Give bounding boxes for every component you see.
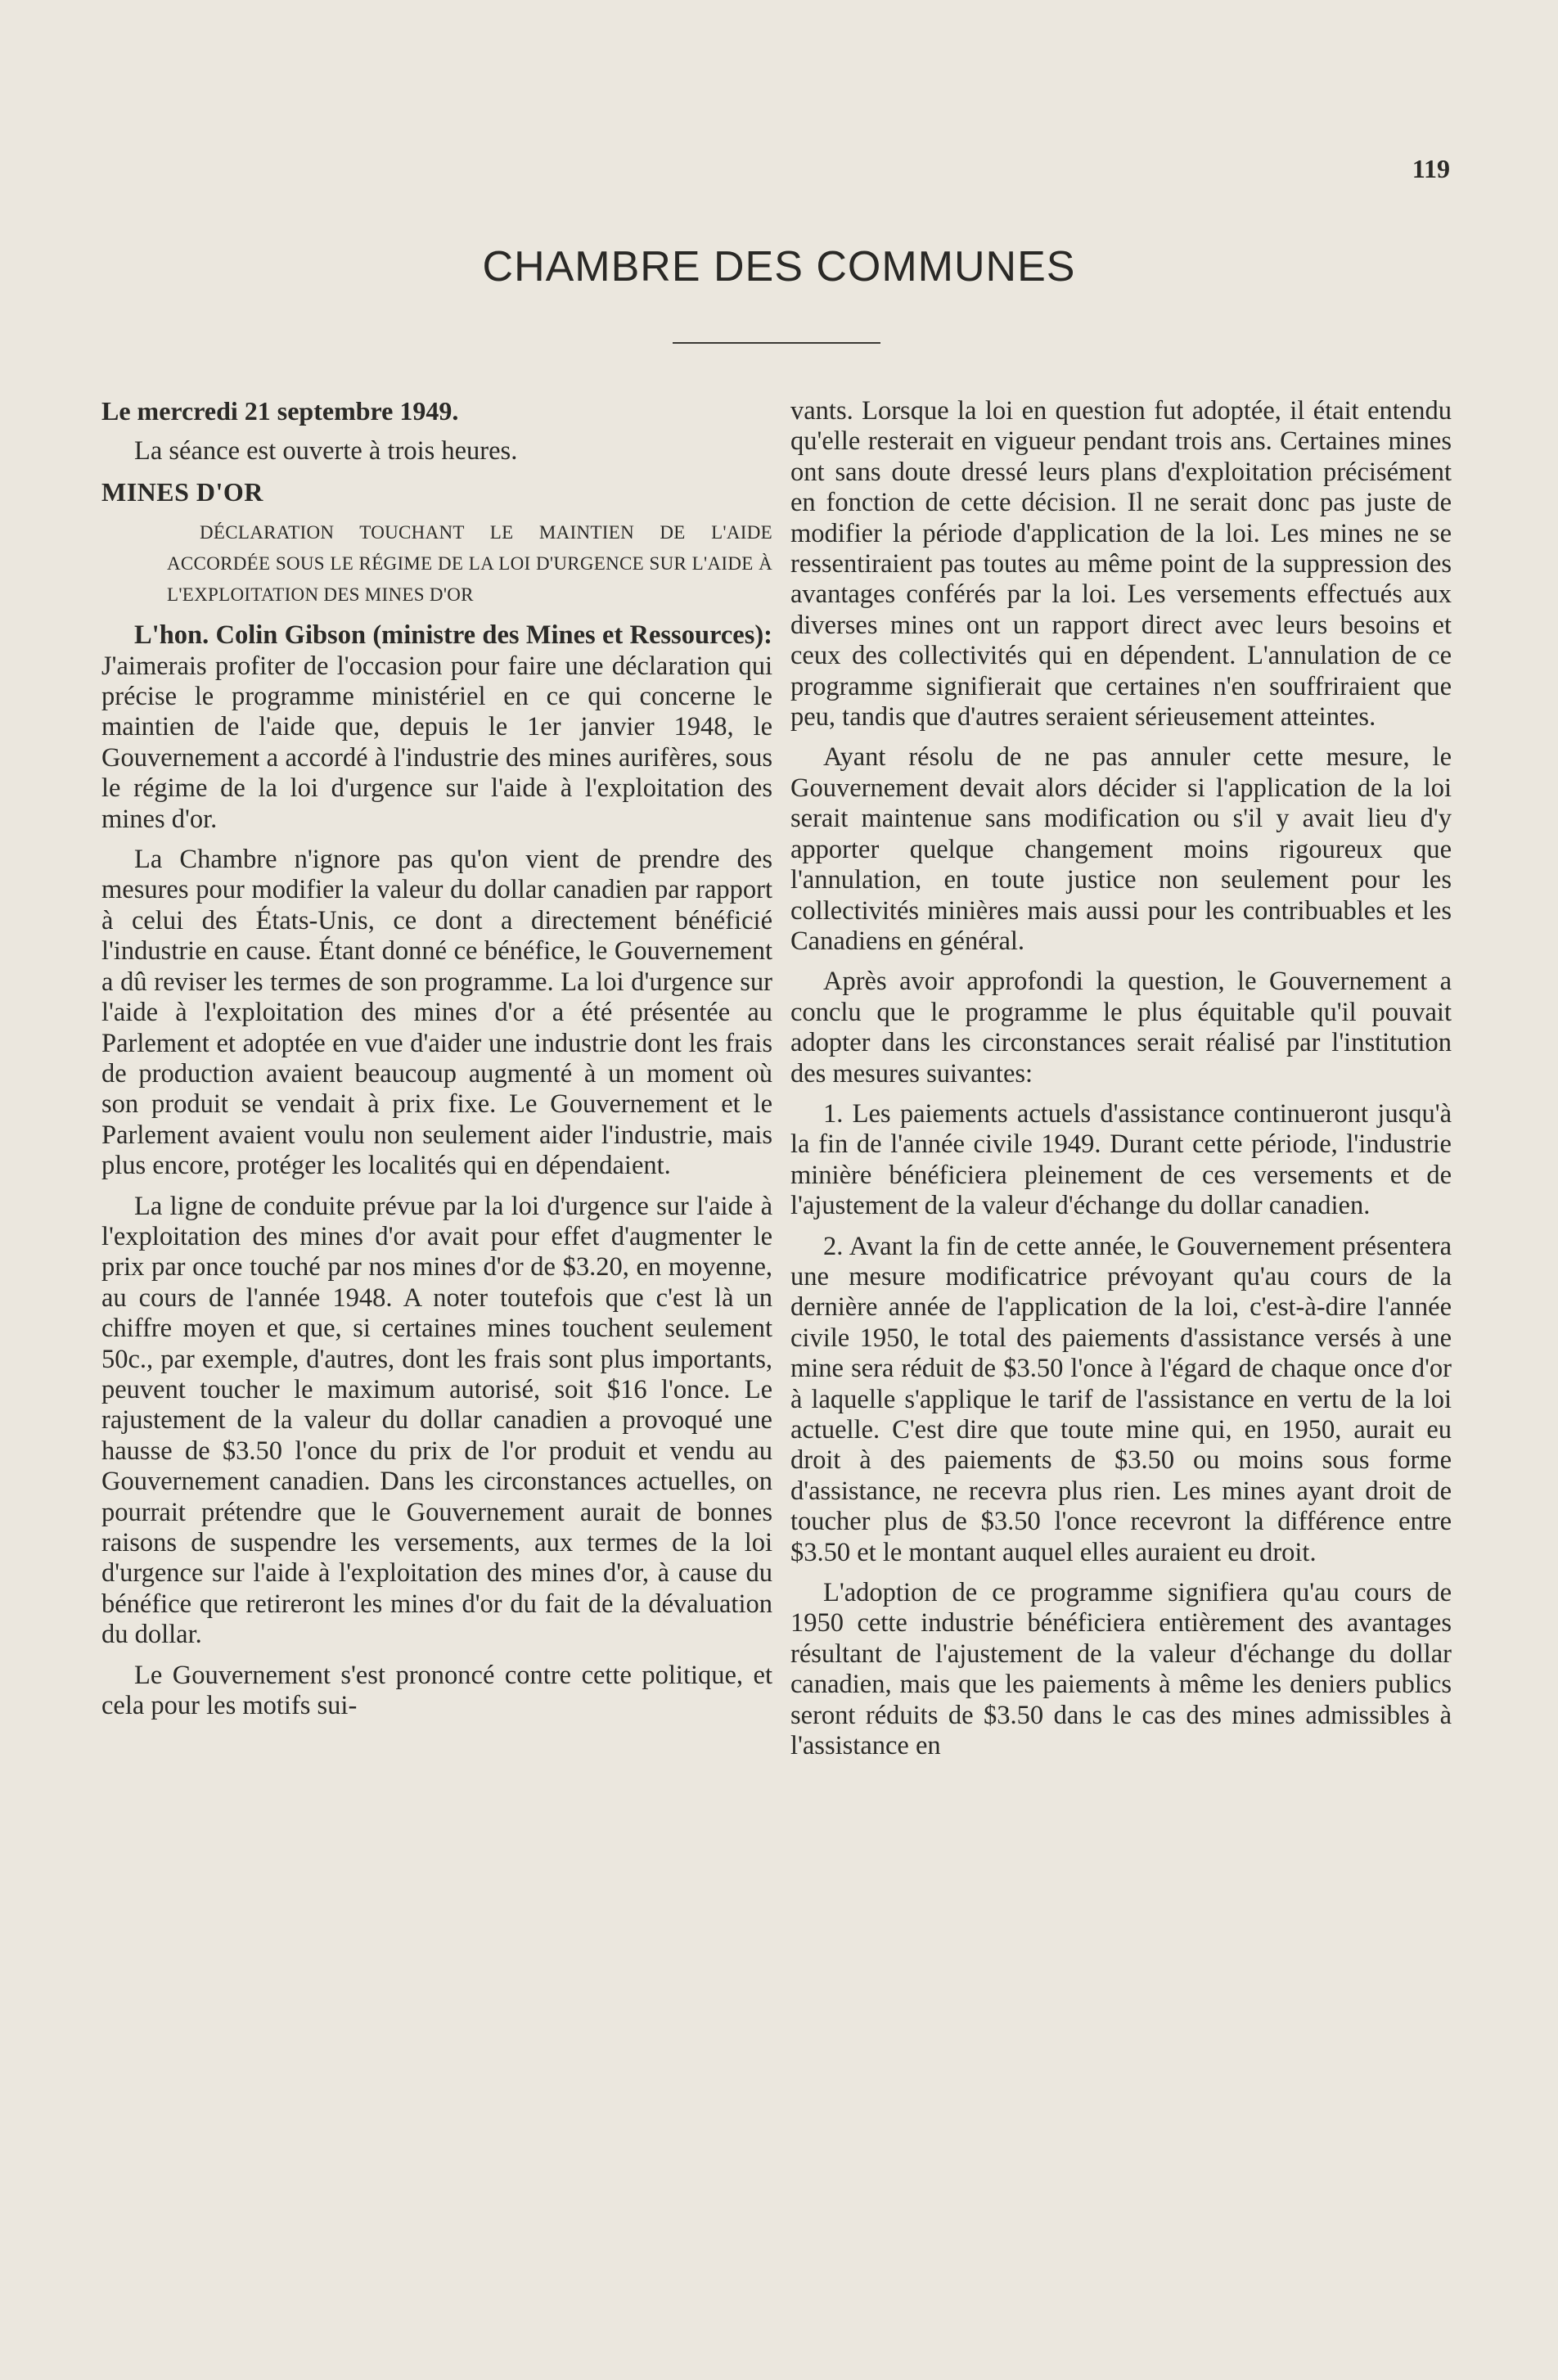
paragraph: Après avoir approfondi la question, le Gouvernement a conclu que le programme le plus équitable qu'il pouvait adopter dans les circonstances serait réalisé par l'institution des mesures suivantes: (790, 967, 1452, 1089)
paragraph: 2. Avant la fin de cette année, le Gouvernement présentera une mesure modificatrice prévoyant qu'au cours de la dernière année de l'application de la loi, c'est-à-dire l'année civile 1950, le total des paiements d'assistance versés à une mine sera réduit de $3.50 l'once à l'égard de chaque once d'or à laquelle s'applique le tarif de l'assistance en vertu de la loi actuelle. C'est dire que toute mine qui, en 1950, aurait eu droit à des paiements de $3.50 ou moins sous forme d'assistance, ne recevra plus rien. Les mines ayant droit de toucher plus de $3.50 l'once recevront la différence entre $3.50 et le montant auquel elles auraient eu droit. (790, 1231, 1452, 1567)
left-column (101, 396, 772, 1731)
subheading: DÉCLARATION TOUCHANT LE MAINTIEN DE L'AIDE ACCORDÉE SOUS LE RÉGIME DE LA LOI D'URGENCE SUR L'AIDE À L'EXPLOITATION DES MINES D'OR (167, 522, 772, 606)
paragraph: La ligne de conduite prévue par la loi d'urgence sur l'aide à l'exploitation des mines d'or avait pour effet d'augmenter le prix par once touché par nos mines d'or de $3.20, en moyenne, au cours de l'année 1948. A noter toutefois que c'est là un chiffre moyen et que, si certaines mines touchent seulement 50c., par exemple, d'autres, dont les frais sont plus importants, peuvent toucher le maximum autorisé, soit $16 l'once. Le rajustement de la valeur du dollar canadien a provoqué une hausse de $3.50 l'once du prix de l'or produit et vendu au Gouvernement canadien. Dans les circonstances actuelles, on pourrait prétendre que le Gouvernement aurait de bonnes raisons de suspendre les versements, aux termes de la loi d'urgence sur l'aide à l'exploitation des mines d'or, à cause du bénéfice que retireront les mines d'or du fait de la dévaluation du dollar. (101, 1191, 772, 1650)
paragraph: La Chambre n'ignore pas qu'on vient de prendre des mesures pour modifier la valeur du dollar canadien par rapport à celui des États-Unis, ce dont a directement bénéficié l'industrie en cause. Étant donné ce bénéfice, le Gouvernement a dû reviser les termes de son programme. La loi d'urgence sur l'aide à l'exploitation des mines d'or a été présentée au Parlement et adoptée en vue d'aider une industrie dont les frais de production avaient beaucoup augmenté à un moment où son produit se vendait à prix fixe. Le Gouvernement et le Parlement avaient voulu non seulement aider l'industrie, mais plus encore, protéger les localités qui en dépendaient. (101, 845, 772, 1181)
paragraph: L'adoption de ce programme signifiera qu'au cours de 1950 cette industrie bénéficiera entièrement des avantages résultant de l'ajustement de la valeur d'échange du dollar canadien, mais que les paiements à même les deniers publics seront réduits de $3.50 dans le cas des mines admissibles à l'assistance en (790, 1578, 1452, 1761)
paragraph: Le Gouvernement s'est prononcé contre cette politique, et cela pour les motifs sui- (101, 1660, 772, 1721)
paragraph (101, 620, 772, 835)
opening-line: La séance est ouverte à trois heures. (134, 436, 518, 467)
paragraph: vants. Lorsque la loi en question fut adoptée, il était entendu qu'elle resterait en vigueur pendant trois ans. Certaines mines ont sans doute dressé leurs plans d'exploitation précisément en fonction de cette décision. Il ne serait donc pas juste de modifier la période d'application de la loi. Les mines ne se ressentiraient pas toutes au même point de la suppression des avantages conférés par la loi. Les versements effectués aux diverses mines ont un rapport direct avec leurs besoins et ceux des collectivités qui en dépendent. L'annulation de ce programme signifierait que certaines n'en souffriraient que peu, tandis que d'autres seraient sérieusement atteintes. (790, 396, 1452, 732)
paragraph: Ayant résolu de ne pas annuler cette mesure, le Gouvernement devait alors décider si l'application de la loi serait maintenue sans modification ou s'il y avait lieu d'y apporter quelque changement moins rigoureux que l'annulation, en toute justice non seulement pour les collectivités minières mais aussi pour les contribuables et les Canadiens en général. (790, 742, 1452, 956)
speech-text: J'aimerais profiter de l'occasion pour faire une déclaration qui précise le programme ministériel en ce qui concerne le maintien de l'aide que, depuis le 1er janvier 1948, le Gouvernement a accordé à l'industrie des mines aurifères, sous le régime de la loi d'urgence sur l'aide à l'exploitation des mines d'or. (101, 651, 772, 834)
section-heading: MINES D'OR (101, 476, 263, 507)
sitting-date: Le mercredi 21 septembre 1949. (101, 396, 459, 426)
paragraph: 1. Les paiements actuels d'assistance continueront jusqu'à la fin de l'année civile 1949. Durant cette période, l'industrie minière bénéficiera pleinement de ces versements et de l'ajustement de la valeur d'échange du dollar canadien. (790, 1098, 1452, 1221)
page-title: CHAMBRE DES COMMUNES (482, 243, 1076, 291)
title-divider (673, 342, 880, 344)
page-number: 119 (1412, 154, 1450, 183)
right-column (790, 396, 1452, 1771)
speaker-name: L'hon. Colin Gibson (ministre des Mines et Ressources): (134, 620, 772, 651)
